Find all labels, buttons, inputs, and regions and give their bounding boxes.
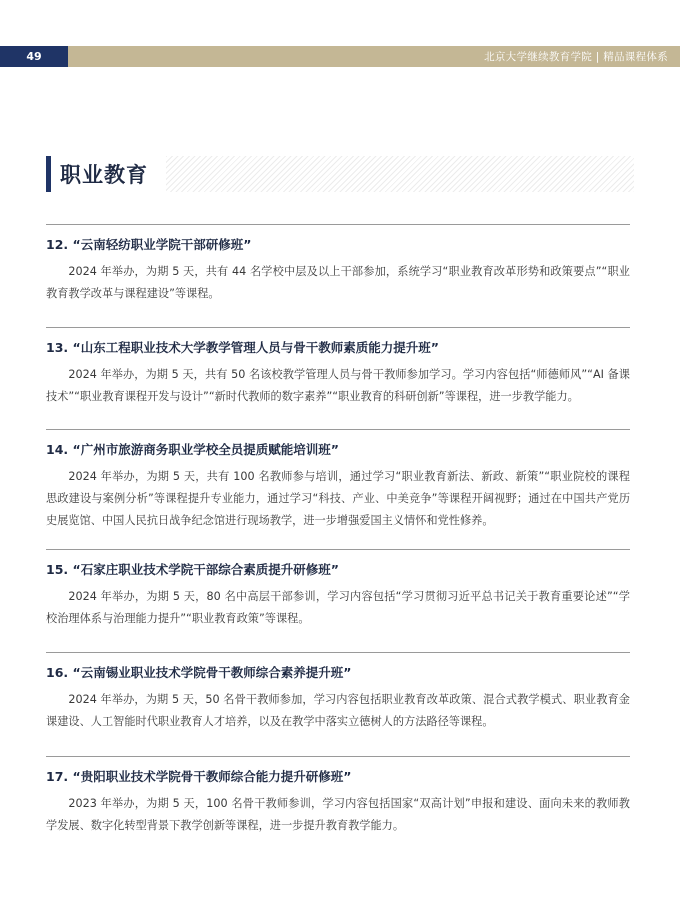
program-entry-16 <box>46 652 630 733</box>
entry-divider <box>46 549 630 550</box>
entry-divider <box>46 756 630 757</box>
section-accent-bar <box>46 156 51 192</box>
entry-body: 2024 年举办，为期 5 天，50 名骨干教师参加，学习内容包括职业教育改革政策、混合式教学模式、职业教育金课建设、人工智能时代职业教育人才培养，以及在教学中落实立德树人的方法路径等课程。 <box>46 693 630 728</box>
program-entry-13 <box>46 327 630 408</box>
program-entry-12 <box>46 224 630 305</box>
section-heading <box>46 156 634 192</box>
entry-divider <box>46 652 630 653</box>
entry-body: 2024 年举办，为期 5 天，共有 44 名学校中层及以上干部参加，系统学习“职业教育改革形势和政策要点”“职业教育教学改革与课程建设”等课程。 <box>46 265 630 300</box>
entry-title: 16. “云南锡业职业技术学院骨干教师综合素养提升班” <box>46 665 352 680</box>
entry-title: 12. “云南轻纺职业学院干部研修班” <box>46 237 252 252</box>
entry-title: 15. “石家庄职业技术学院干部综合素质提升研修班” <box>46 562 339 577</box>
entry-divider <box>46 429 630 430</box>
entry-title: 13. “山东工程职业技术大学教学管理人员与骨干教师素质能力提升班” <box>46 340 439 355</box>
entry-body: 2024 年举办，为期 5 天，共有 100 名教师参与培训，通过学习“职业教育新法、新政、新策”“职业院校的课程思政建设与案例分析”等课程提升专业能力，通过学习“科技、产业、中美竞争”等课程开阔视野；通过在中国共产党历史展览馆、中国人民抗日战争纪念馆进行现场教学，进一步增强爱国主义情怀和党性修养。 <box>46 470 631 527</box>
entry-body: 2024 年举办，为期 5 天，80 名中高层干部参训，学习内容包括“学习贯彻习近平总书记关于教育重要论述”“学校治理体系与治理能力提升”“职业教育政策”等课程。 <box>46 590 630 625</box>
program-entry-17 <box>46 756 630 837</box>
entry-divider <box>46 224 630 225</box>
entry-divider <box>46 327 630 328</box>
page-number: 49 <box>0 46 68 67</box>
program-entry-14 <box>46 429 630 532</box>
entry-title: 17. “贵阳职业技术学院骨干教师综合能力提升研修班” <box>46 769 352 784</box>
section-title: 职业教育 <box>60 163 148 187</box>
section-hatch-pattern <box>166 156 634 192</box>
program-entry-15 <box>46 549 630 630</box>
entry-body: 2024 年举办，为期 5 天，共有 50 名该校教学管理人员与骨干教师参加学习。学习内容包括“师德师风”“AI 备课技术”“职业教育课程开发与设计”“新时代教师的数字素养”“职业教育的科研创新”等课程，进一步教学能力。 <box>46 368 630 403</box>
running-header-title: 北京大学继续教育学院 | 精品课程体系 <box>484 51 668 63</box>
entry-title: 14. “广州市旅游商务职业学校全员提质赋能培训班” <box>46 442 339 457</box>
entry-body: 2023 年举办，为期 5 天，100 名骨干教师参训，学习内容包括国家“双高计划”申报和建设、面向未来的教师教学发展、数字化转型背景下教学创新等课程，进一步提升教育教学能力。 <box>46 797 630 832</box>
